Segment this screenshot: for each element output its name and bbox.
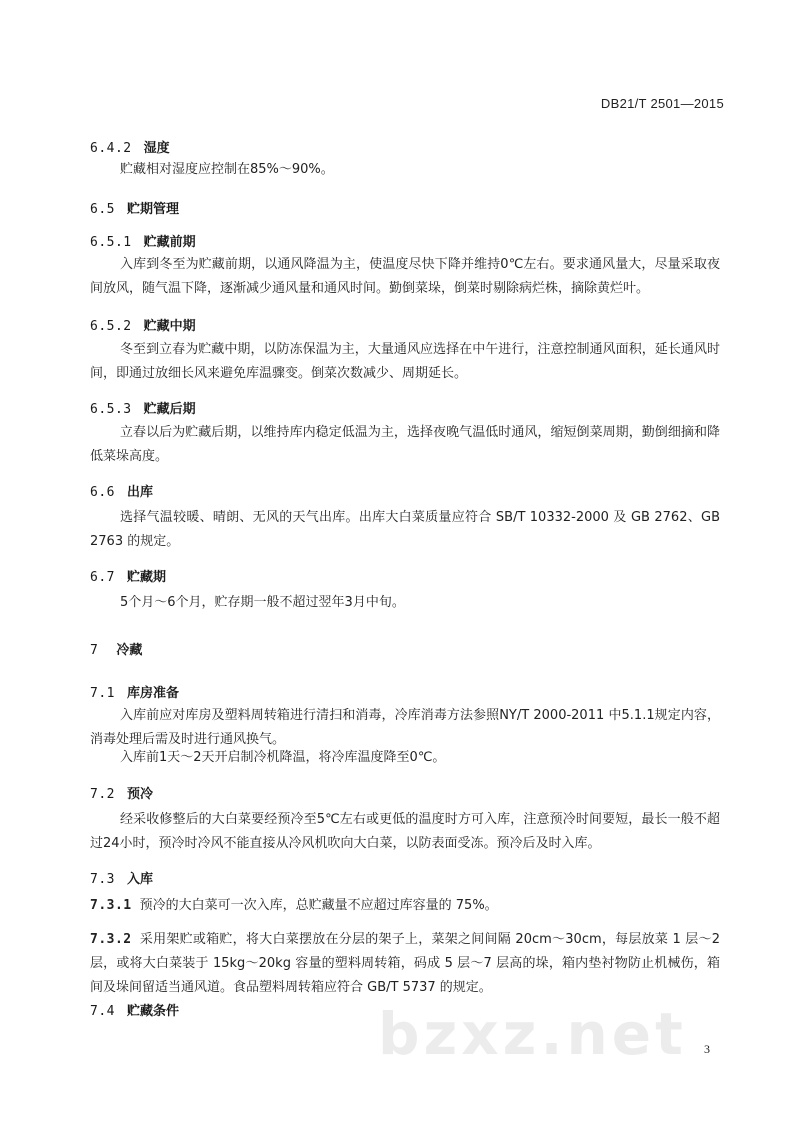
heading-title: 贮藏前期 — [143, 235, 196, 250]
heading-number: 6.5.3 — [90, 402, 132, 417]
heading-7-4 — [90, 1000, 179, 1019]
heading-title: 库房准备 — [126, 686, 179, 701]
heading-6-6 — [90, 481, 153, 500]
heading-number: 7.1 — [90, 686, 115, 701]
site-watermark: bzxz.net — [378, 1000, 687, 1068]
heading-number: 7.2 — [90, 787, 115, 802]
heading-title: 出库 — [126, 485, 153, 500]
paragraph-7-1-a: 入库前应对库房及塑料周转箱进行清扫和消毒，冷库消毒方法参照NY/T 2000-2011 中5.1.1规定内容，消毒处理后需及时进行通风换气。 — [90, 708, 720, 747]
paragraph-6-7: 5个月～6个月，贮存期一般不超过翌年3月中旬。 — [120, 595, 405, 610]
paragraph-7-3-1 — [90, 894, 720, 918]
heading-7-2 — [90, 783, 153, 802]
heading-7 — [90, 639, 142, 658]
heading-title: 贮期管理 — [126, 202, 179, 217]
paragraph-6-5-1: 入库到冬至为贮藏前期，以通风降温为主，使温度尽快下降并维持0℃左右。要求通风量大，尽量采取夜间放风，随气温下降，逐渐减少通风量和通风时间。勤倒菜垛，倒菜时剔除病烂株，摘除黄烂叶。 — [90, 257, 720, 296]
heading-number: 7 — [90, 643, 99, 658]
paragraph-7-2: 经采收修整后的大白菜要经预冷至5℃左右或更低的温度时方可入库，注意预冷时间要短，最长一般不超过24小时，预冷时冷风不能直接从冷风机吹向大白菜，以防表面受冻。预冷后及时入库。 — [90, 812, 720, 851]
heading-title: 预冷 — [126, 787, 153, 802]
standard-code: DB21/T 2501—2015 — [600, 96, 724, 111]
heading-title: 贮藏中期 — [143, 319, 196, 334]
heading-number: 7.4 — [90, 1004, 115, 1019]
paragraph-6-5-3: 立春以后为贮藏后期，以维持库内稳定低温为主，选择夜晚气温低时通风，缩短倒菜周期，勤倒细摘和降低菜垛高度。 — [90, 425, 720, 464]
clause-text: 采用架贮或箱贮，将大白菜摆放在分层的架子上，菜架之间间隔 20cm～30cm，每层放菜 1 层～2 层，或将大白菜装于 15kg～20kg 容量的塑料周转箱，码成 5 层～7 层高的垛，箱内垫衬物防止机械伤，箱间及垛间留适当通风道。食品塑料周转箱应符合 GB/T 5737 的规定。 — [90, 932, 720, 995]
paragraph-6-6: 选择气温较暖、晴朗、无风的天气出库。出库大白菜质量应符合 SB/T 10332-2000 及 GB 2762、GB 2763 的规定。 — [90, 510, 720, 549]
heading-6-5-1 — [90, 231, 196, 250]
paragraph-6-5-2: 冬至到立春为贮藏中期，以防冻保温为主，大量通风应选择在中午进行，注意控制通风面积，延长通风时间，即通过放细长风来避免库温骤变。倒菜次数减少、周期延长。 — [90, 342, 720, 381]
heading-number: 6.5.2 — [90, 319, 132, 334]
heading-title: 冷藏 — [116, 643, 143, 658]
heading-7-3 — [90, 868, 153, 887]
heading-6-5-2 — [90, 315, 196, 334]
clause-text: 预冷的大白菜可一次入库，总贮藏量不应超过库容量的 75%。 — [139, 898, 498, 913]
paragraph-7-3-2 — [90, 928, 720, 1000]
clause-number: 7.3.2 — [90, 932, 132, 947]
heading-number: 6.5.1 — [90, 235, 132, 250]
heading-number: 6.6 — [90, 485, 115, 500]
paragraph-7-1-b: 入库前1天～2天开启制冷机降温，将冷库温度降至0℃。 — [120, 750, 446, 765]
heading-6-5 — [90, 198, 179, 217]
heading-6-7 — [90, 566, 166, 585]
heading-number: 6.4.2 — [90, 141, 132, 156]
heading-6-4-2 — [90, 137, 170, 156]
heading-number: 6.5 — [90, 202, 115, 217]
heading-6-5-3 — [90, 398, 196, 417]
page-number: 3 — [704, 1042, 710, 1056]
heading-title: 湿度 — [143, 141, 170, 156]
paragraph-6-4-2: 贮藏相对湿度应控制在85%～90%。 — [120, 162, 334, 177]
heading-title: 入库 — [126, 872, 153, 887]
heading-title: 贮藏条件 — [126, 1004, 179, 1019]
heading-title: 贮藏后期 — [143, 402, 196, 417]
heading-title: 贮藏期 — [126, 570, 166, 585]
heading-number: 7.3 — [90, 872, 115, 887]
heading-number: 6.7 — [90, 570, 115, 585]
clause-number: 7.3.1 — [90, 898, 132, 913]
heading-7-1 — [90, 682, 179, 701]
